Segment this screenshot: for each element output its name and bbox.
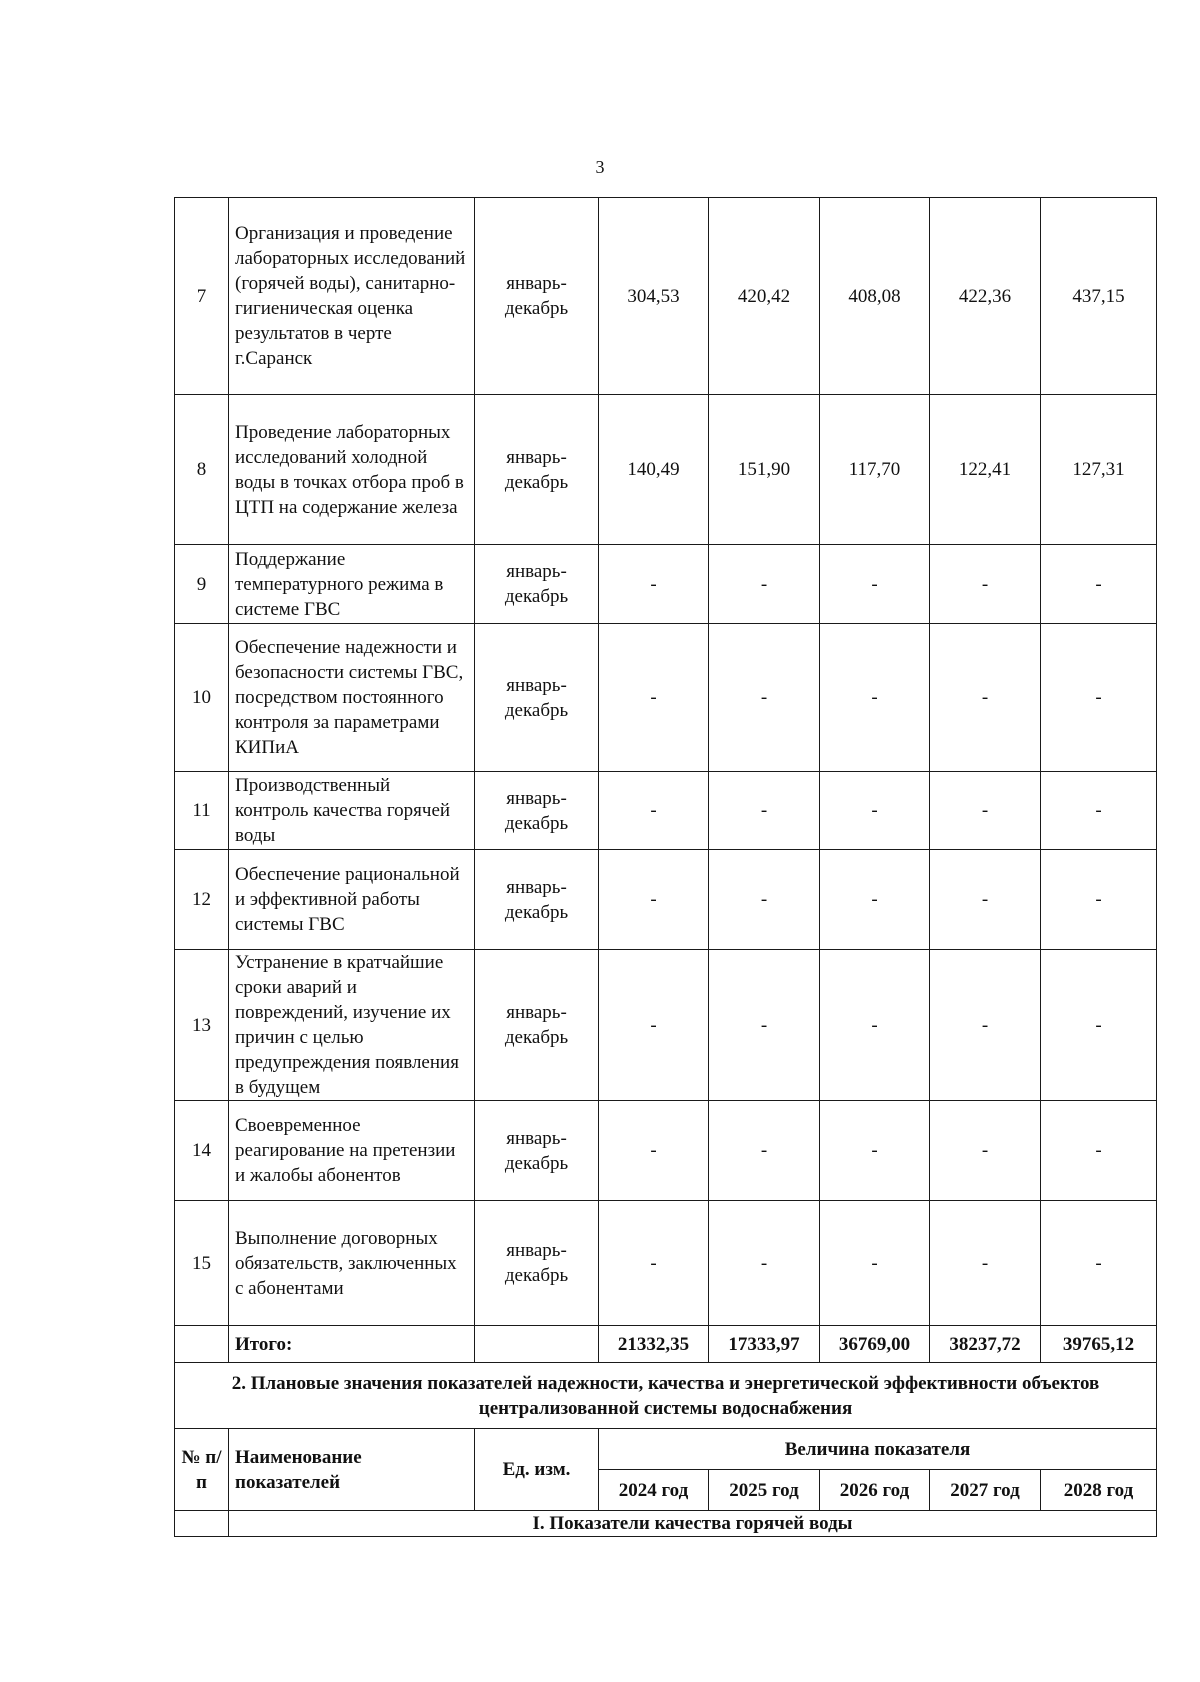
value-2027: 422,36 bbox=[930, 198, 1041, 395]
value-2027: - bbox=[930, 772, 1041, 850]
value-2025: 151,90 bbox=[709, 395, 820, 545]
header-value: Величина показателя bbox=[599, 1429, 1157, 1470]
total-2024: 21332,35 bbox=[599, 1326, 709, 1363]
row-number: 8 bbox=[175, 395, 229, 545]
value-2026: - bbox=[820, 950, 930, 1101]
value-2026: - bbox=[820, 1201, 930, 1326]
value-2028: - bbox=[1041, 772, 1157, 850]
value-2028: 437,15 bbox=[1041, 198, 1157, 395]
header-year-2028: 2028 год bbox=[1041, 1470, 1157, 1511]
header-name: Наименование показателей bbox=[229, 1429, 475, 1511]
value-2028: 127,31 bbox=[1041, 395, 1157, 545]
value-2025: - bbox=[709, 772, 820, 850]
value-2025: - bbox=[709, 1201, 820, 1326]
table-row bbox=[175, 395, 1157, 545]
table-row bbox=[175, 198, 1157, 395]
value-2026: - bbox=[820, 545, 930, 624]
header-unit: Ед. изм. bbox=[475, 1429, 599, 1511]
row-period: январь-декабрь bbox=[475, 395, 599, 545]
header-year-2025: 2025 год bbox=[709, 1470, 820, 1511]
value-2025: - bbox=[709, 545, 820, 624]
table-row bbox=[175, 545, 1157, 624]
row-name: Выполнение договорных обязательств, заключенных с абонентами bbox=[229, 1201, 475, 1326]
total-number-cell bbox=[175, 1326, 229, 1363]
row-name: Производственный контроль качества горячей воды bbox=[229, 772, 475, 850]
value-2027: - bbox=[930, 1101, 1041, 1201]
row-number: 14 bbox=[175, 1101, 229, 1201]
value-2026: 408,08 bbox=[820, 198, 930, 395]
header-year-2027: 2027 год bbox=[930, 1470, 1041, 1511]
value-2025: - bbox=[709, 950, 820, 1101]
row-number: 15 bbox=[175, 1201, 229, 1326]
row-period: январь-декабрь bbox=[475, 772, 599, 850]
total-row bbox=[175, 1326, 1157, 1363]
total-2028: 39765,12 bbox=[1041, 1326, 1157, 1363]
value-2028: - bbox=[1041, 624, 1157, 772]
value-2028: - bbox=[1041, 1101, 1157, 1201]
row-name: Проведение лабораторных исследований холодной воды в точках отбора проб в ЦТП на содержание железа bbox=[229, 395, 475, 545]
row-number: 7 bbox=[175, 198, 229, 395]
row-name: Устранение в кратчайшие сроки аварий и повреждений, изучение их причин с целью предупреждения появления в будущем bbox=[229, 950, 475, 1101]
row-number: 10 bbox=[175, 624, 229, 772]
value-2026: - bbox=[820, 850, 930, 950]
value-2026: - bbox=[820, 1101, 930, 1201]
value-2026: - bbox=[820, 624, 930, 772]
value-2024: - bbox=[599, 1201, 709, 1326]
value-2025: - bbox=[709, 1101, 820, 1201]
total-2026: 36769,00 bbox=[820, 1326, 930, 1363]
header-year-2024: 2024 год bbox=[599, 1470, 709, 1511]
row-number: 9 bbox=[175, 545, 229, 624]
row-name: Обеспечение рациональной и эффективной работы системы ГВС bbox=[229, 850, 475, 950]
total-label: Итого: bbox=[229, 1326, 475, 1363]
value-2026: 117,70 bbox=[820, 395, 930, 545]
header-year-2026: 2026 год bbox=[820, 1470, 930, 1511]
row-period: январь-декабрь bbox=[475, 545, 599, 624]
value-2024: - bbox=[599, 950, 709, 1101]
table-row bbox=[175, 1201, 1157, 1326]
row-period: январь-декабрь bbox=[475, 198, 599, 395]
table-row bbox=[175, 624, 1157, 772]
value-2027: - bbox=[930, 624, 1041, 772]
total-period-cell bbox=[475, 1326, 599, 1363]
subsection-title: I. Показатели качества горячей воды bbox=[229, 1511, 1157, 1537]
row-number: 12 bbox=[175, 850, 229, 950]
value-2028: - bbox=[1041, 850, 1157, 950]
table-row bbox=[175, 950, 1157, 1101]
section-title-row bbox=[175, 1363, 1157, 1429]
row-period: январь-декабрь bbox=[475, 1201, 599, 1326]
table-row bbox=[175, 772, 1157, 850]
row-name: Поддержание температурного режима в системе ГВС bbox=[229, 545, 475, 624]
value-2028: - bbox=[1041, 545, 1157, 624]
row-number: 13 bbox=[175, 950, 229, 1101]
value-2027: - bbox=[930, 950, 1041, 1101]
value-2025: 420,42 bbox=[709, 198, 820, 395]
header-row bbox=[175, 1429, 1157, 1470]
subsection-row bbox=[175, 1511, 1157, 1537]
total-2027: 38237,72 bbox=[930, 1326, 1041, 1363]
row-name: Организация и проведение лабораторных исследований (горячей воды), санитарно-гигиеническая оценка результатов в черте г.Саранск bbox=[229, 198, 475, 395]
value-2027: - bbox=[930, 1201, 1041, 1326]
table-row bbox=[175, 1101, 1157, 1201]
value-2028: - bbox=[1041, 1201, 1157, 1326]
total-2025: 17333,97 bbox=[709, 1326, 820, 1363]
row-period: январь-декабрь bbox=[475, 850, 599, 950]
value-2024: - bbox=[599, 772, 709, 850]
row-name: Своевременное реагирование на претензии и жалобы абонентов bbox=[229, 1101, 475, 1201]
table-row bbox=[175, 850, 1157, 950]
value-2027: - bbox=[930, 545, 1041, 624]
value-2026: - bbox=[820, 772, 930, 850]
row-number: 11 bbox=[175, 772, 229, 850]
row-name: Обеспечение надежности и безопасности системы ГВС, посредством постоянного контроля за параметрами КИПиА bbox=[229, 624, 475, 772]
header-number: № п/п bbox=[175, 1429, 229, 1511]
value-2024: 304,53 bbox=[599, 198, 709, 395]
subsection-number-cell bbox=[175, 1511, 229, 1537]
row-period: январь-декабрь bbox=[475, 1101, 599, 1201]
section-title: 2. Плановые значения показателей надежности, качества и энергетической эффективности объектов централизованной системы водоснабжения bbox=[175, 1363, 1157, 1429]
plan-table bbox=[174, 197, 1157, 1537]
value-2024: - bbox=[599, 545, 709, 624]
value-2025: - bbox=[709, 624, 820, 772]
value-2027: 122,41 bbox=[930, 395, 1041, 545]
value-2024: 140,49 bbox=[599, 395, 709, 545]
row-period: январь-декабрь bbox=[475, 624, 599, 772]
value-2025: - bbox=[709, 850, 820, 950]
value-2027: - bbox=[930, 850, 1041, 950]
value-2028: - bbox=[1041, 950, 1157, 1101]
value-2024: - bbox=[599, 850, 709, 950]
page-number: 3 bbox=[595, 157, 605, 177]
value-2024: - bbox=[599, 624, 709, 772]
row-period: январь-декабрь bbox=[475, 950, 599, 1101]
value-2024: - bbox=[599, 1101, 709, 1201]
